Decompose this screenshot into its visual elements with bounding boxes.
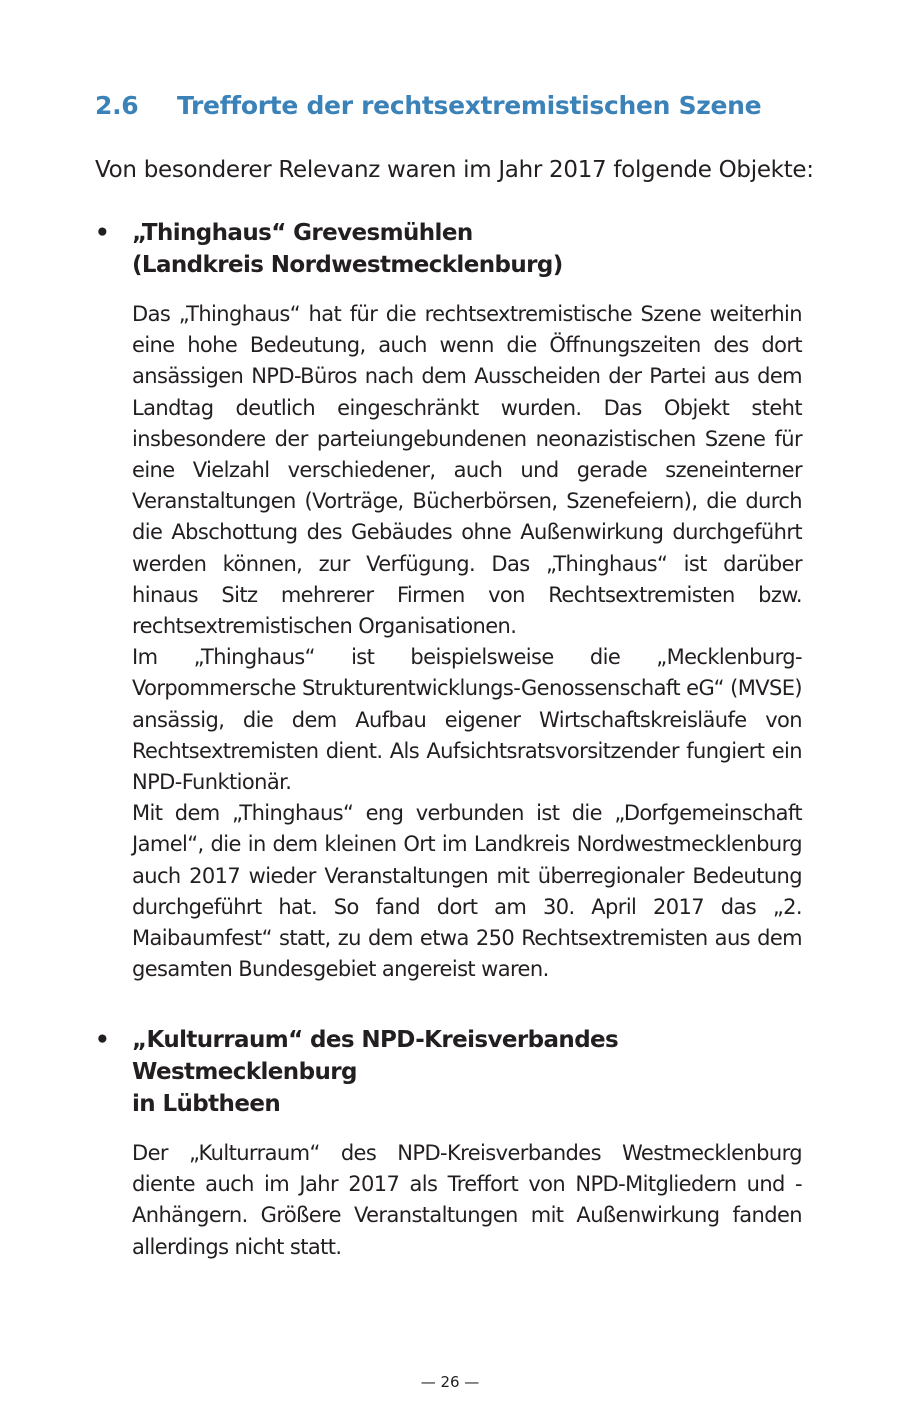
item-title-line2: (Landkreis Nordwestmecklenburg) xyxy=(132,252,563,278)
paragraph: Im „Thinghaus“ ist beispielsweise die „Mecklenburg-Vorpommersche Strukturentwicklungs-Genossenschaft eG“ (MVSE) ansässig, die dem Aufbau eigener Wirtschaftskreisläufe von Rechtsextremisten dient. Als Aufsichtsratsvorsitzender fungiert ein NPD-Funktionär. xyxy=(132,645,802,795)
item-title-line1: „Thinghaus“ Grevesmühlen xyxy=(132,220,473,246)
item-title-line2: in Lübtheen xyxy=(132,1091,281,1117)
intro-text: Von besonderer Relevanz waren im Jahr 2017 folgende Objekte: xyxy=(95,157,814,183)
list-item-kulturraum xyxy=(95,1024,805,1263)
paragraph: Das „Thinghaus“ hat für die rechtsextremistische Szene weiterhin eine hohe Bedeutung, auch wenn die Öffnungszeiten des dort ansässigen NPD-Büros nach dem Ausscheiden der Partei aus dem Landtag deutlich eingeschränkt wurden. Das Objekt steht insbesondere der parteiungebundenen neonazistischen Szene für eine Vielzahl verschiedener, auch und gerade szeneinterner Veranstaltungen (Vorträge, Bücherbörsen, Szenefeiern), die durch die Abschottung des Gebäudes ohne Außenwirkung durchgeführt werden können, zur Verfügung. Das „Thinghaus“ ist darüber hinaus Sitz mehrerer Firmen von Rechtsextremisten bzw. rechtsextremistischen Organisationen. xyxy=(132,302,802,639)
item-body xyxy=(132,299,802,985)
paragraph: Mit dem „Thinghaus“ eng verbunden ist die „Dorfgemeinschaft Jamel“, die in dem kleinen Ort im Landkreis Nordwestmecklenburg auch 2017 wieder Veranstaltungen mit überregionaler Bedeutung durchgeführt hat. So fand dort am 30. April 2017 das „2. Maibaumfest“ statt, zu dem etwa 250 Rechtsextremisten aus dem gesamten Bundesgebiet angereist waren. xyxy=(132,801,802,982)
bullet-icon: • xyxy=(95,1027,110,1053)
paragraph: Der „Kulturraum“ des NPD-Kreisverbandes Westmecklenburg diente auch im Jahr 2017 als Treffort von NPD-Mitgliedern und -Anhängern. Größere Veranstaltungen mit Außenwirkung fanden allerdings nicht statt. xyxy=(132,1141,802,1259)
item-title-line1: „Kulturraum“ des NPD-Kreisverbandes Westmecklenburg xyxy=(132,1027,619,1085)
section-number: 2.6 xyxy=(95,91,139,120)
bullet-icon: • xyxy=(95,220,110,246)
item-title xyxy=(132,1024,805,1120)
section-heading xyxy=(95,88,761,124)
item-title xyxy=(132,217,805,281)
item-body xyxy=(132,1138,802,1263)
section-title: Trefforte der rechtsextremistischen Szene xyxy=(177,91,762,120)
list-item-thinghaus xyxy=(95,217,805,985)
page-number: — 26 — xyxy=(420,1373,480,1391)
